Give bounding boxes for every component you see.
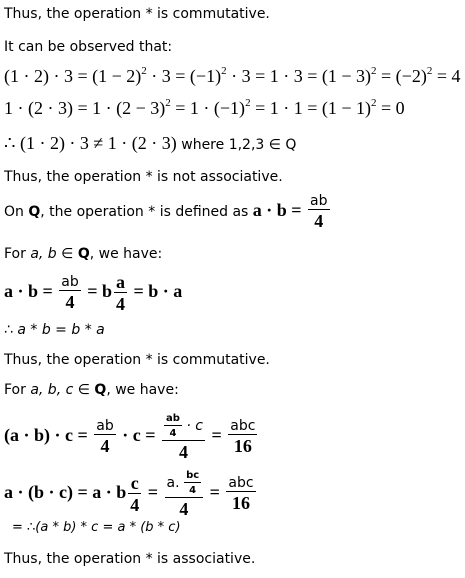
operation-definition: On Q, the operation * is defined as a · b = $\frac{ab}{4}$ — [4, 193, 328, 231]
observation-intro: It can be observed that: — [4, 39, 173, 55]
left-associativity-equation: (a · b) · c = $\frac{ab}{4}$ · c = $\frac{ab}{4}$ · c 4 = $\frac{\text{abc}}{16}$ — [4, 413, 256, 462]
small-fraction-ab-over-4: $\frac{ab}{4}$ — [165, 413, 180, 439]
commutativity-equation: a · b = $\frac{ab}{4}$ = b $\frac{a}{4}$ = b · a — [4, 272, 183, 314]
commutative-statement-2: Thus, the operation * is commutative. — [4, 352, 270, 368]
fraction-ab-over-4: $\frac{ab}{4}$ — [310, 193, 328, 231]
fraction-a-over-4: $\frac{a}{4}$ — [116, 272, 126, 314]
commutative-conclusion: ∴ a * b = b * a — [4, 322, 105, 338]
for-a-b-intro: For a, b ∈ Q, we have: — [4, 246, 163, 262]
for-a-b-c-intro: For a, b, c ∈ Q, we have: — [4, 382, 179, 398]
fraction-ab-over-4: $\frac{ab}{4}$ — [61, 274, 79, 312]
fraction-abc-over-16: $\frac{\text{abc}}{16}$ — [228, 475, 254, 513]
fraction-ab-over-4: $\frac{ab}{4}$ — [96, 418, 114, 456]
fraction-abc-over-16: $\frac{\text{abc}}{16}$ — [230, 418, 256, 456]
nested-fraction-ab4c-over-4: $\frac{ab}{4}$ · c 4 — [162, 413, 205, 461]
inequality-statement: ∴ (1 · 2) · 3 ≠ 1 · (2 · 3) where 1,2,3 ∈ Q — [4, 133, 297, 153]
right-associativity-equation: a · (b · c) = a · b $\frac{c}{4}$ = a. $\frac{bc}{4}$ 4 = $\frac{\text{abc}}{16}$ — [4, 470, 254, 519]
small-fraction-bc-over-4: $\frac{bc}{4}$ — [186, 470, 200, 496]
not-associative-statement: Thus, the operation * is not associative. — [4, 169, 283, 185]
fraction-c-over-4: $\frac{c}{4}$ — [130, 473, 140, 515]
associative-statement: Thus, the operation * is associative. — [4, 551, 256, 567]
equation-right-association: $1 \cdot (2 \cdot 3) = 1 \cdot (2 - 3)^2 = 1 \cdot (-1)^2 = 1 \cdot 1 = (1 - 1)^2 = 0$ — [4, 97, 405, 118]
associative-conclusion: = ∴(a * b) * c = a * (b * c) — [12, 520, 181, 535]
nested-fraction-abc4-over-4: a. $\frac{bc}{4}$ 4 — [165, 470, 204, 518]
commutative-statement-1: Thus, the operation * is commutative. — [4, 6, 270, 22]
equation-left-association: $(1 \cdot 2) \cdot 3 = (1 - 2)^2 \cdot 3 = (-1)^2 \cdot 3 = 1 \cdot 3 = (1 - 3)^2 = (-2)^2 = 4$ — [4, 65, 461, 86]
